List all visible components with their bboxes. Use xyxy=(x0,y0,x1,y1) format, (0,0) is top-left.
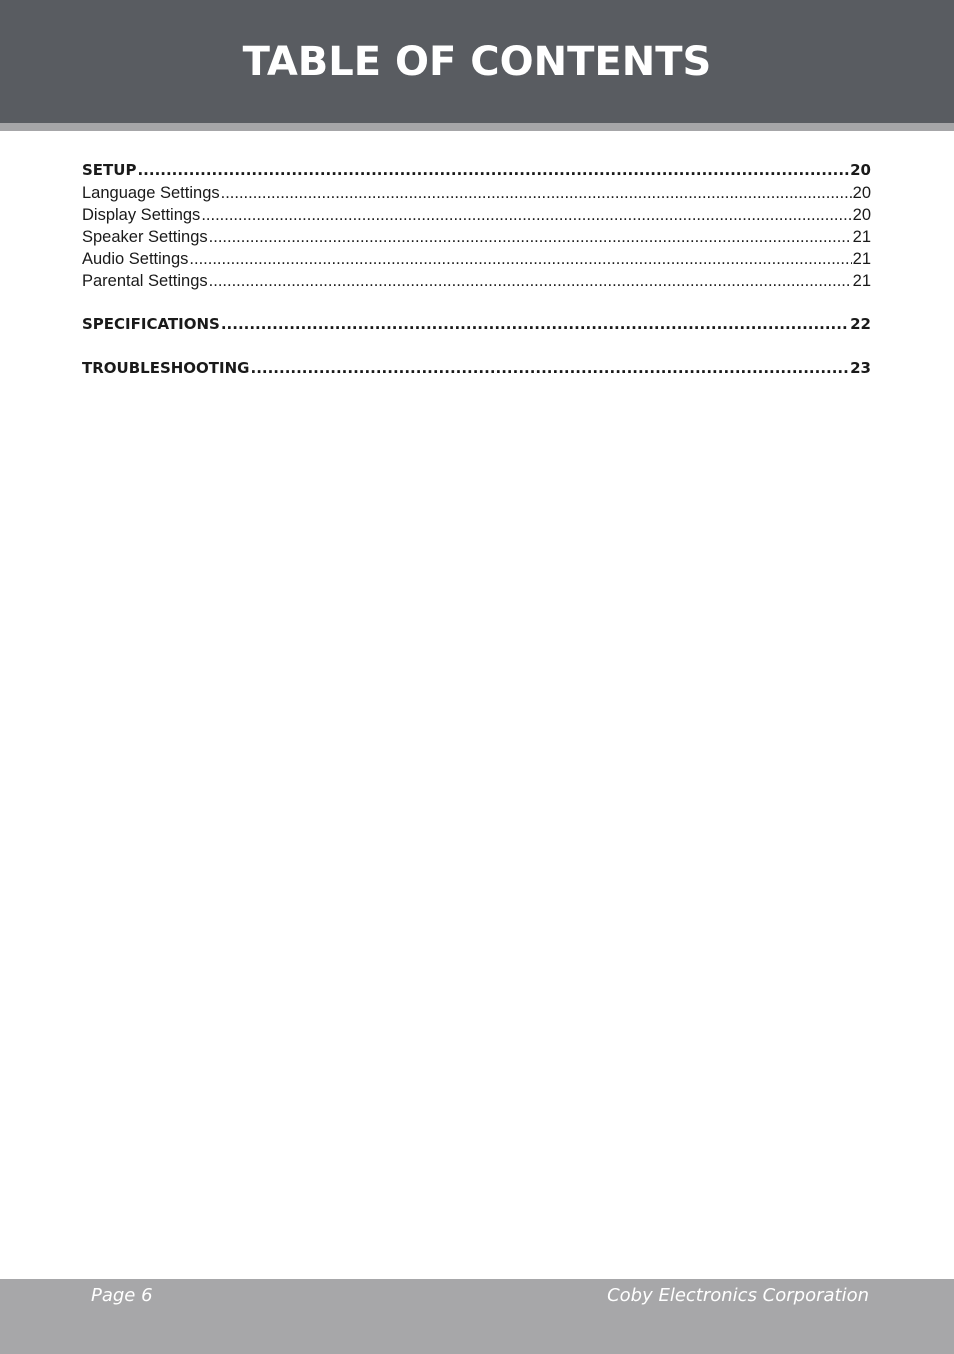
toc-entry-audio-settings[interactable] xyxy=(82,248,871,270)
toc-entry-label: Parental Settings xyxy=(82,272,208,290)
toc-entry-page: 22 xyxy=(850,315,871,333)
page-title: TABLE OF CONTENTS xyxy=(242,39,712,85)
toc-entry-label: SETUP xyxy=(82,161,137,179)
dot-leader xyxy=(221,182,852,204)
toc-entry-page: 21 xyxy=(852,250,871,268)
section-gap xyxy=(82,292,871,312)
dot-leader xyxy=(209,270,852,292)
toc-entry-page: 21 xyxy=(852,272,871,290)
section-gap xyxy=(82,336,871,356)
company-name: Coby Electronics Corporation xyxy=(607,1285,869,1306)
toc-entry-speaker-settings[interactable] xyxy=(82,226,871,248)
toc-entry-troubleshooting[interactable] xyxy=(82,356,871,380)
toc-entry-specifications[interactable] xyxy=(82,312,871,336)
toc-entry-label: TROUBLESHOOTING xyxy=(82,359,250,377)
dot-leader xyxy=(209,226,852,248)
dot-leader xyxy=(137,158,849,182)
header-stripe xyxy=(0,123,954,131)
toc-entry-label: Audio Settings xyxy=(82,250,189,268)
toc-entry-label: Speaker Settings xyxy=(82,228,208,246)
page-number: Page 6 xyxy=(91,1285,153,1306)
dot-leader xyxy=(189,248,851,270)
toc-entry-page: 20 xyxy=(852,206,871,224)
toc-entry-display-settings[interactable] xyxy=(82,204,871,226)
toc-entry-page: 20 xyxy=(852,184,871,202)
table-of-contents xyxy=(82,158,871,380)
toc-entry-page: 23 xyxy=(850,359,871,377)
toc-entry-setup[interactable] xyxy=(82,158,871,182)
toc-entry-language-settings[interactable] xyxy=(82,182,871,204)
toc-entry-label: Language Settings xyxy=(82,184,220,202)
dot-leader xyxy=(251,356,850,380)
toc-entry-label: Display Settings xyxy=(82,206,201,224)
toc-entry-label: SPECIFICATIONS xyxy=(82,315,220,333)
dot-leader xyxy=(221,312,849,336)
dot-leader xyxy=(201,204,851,226)
toc-entry-page: 21 xyxy=(852,228,871,246)
toc-entry-page: 20 xyxy=(850,161,871,179)
toc-entry-parental-settings[interactable] xyxy=(82,270,871,292)
